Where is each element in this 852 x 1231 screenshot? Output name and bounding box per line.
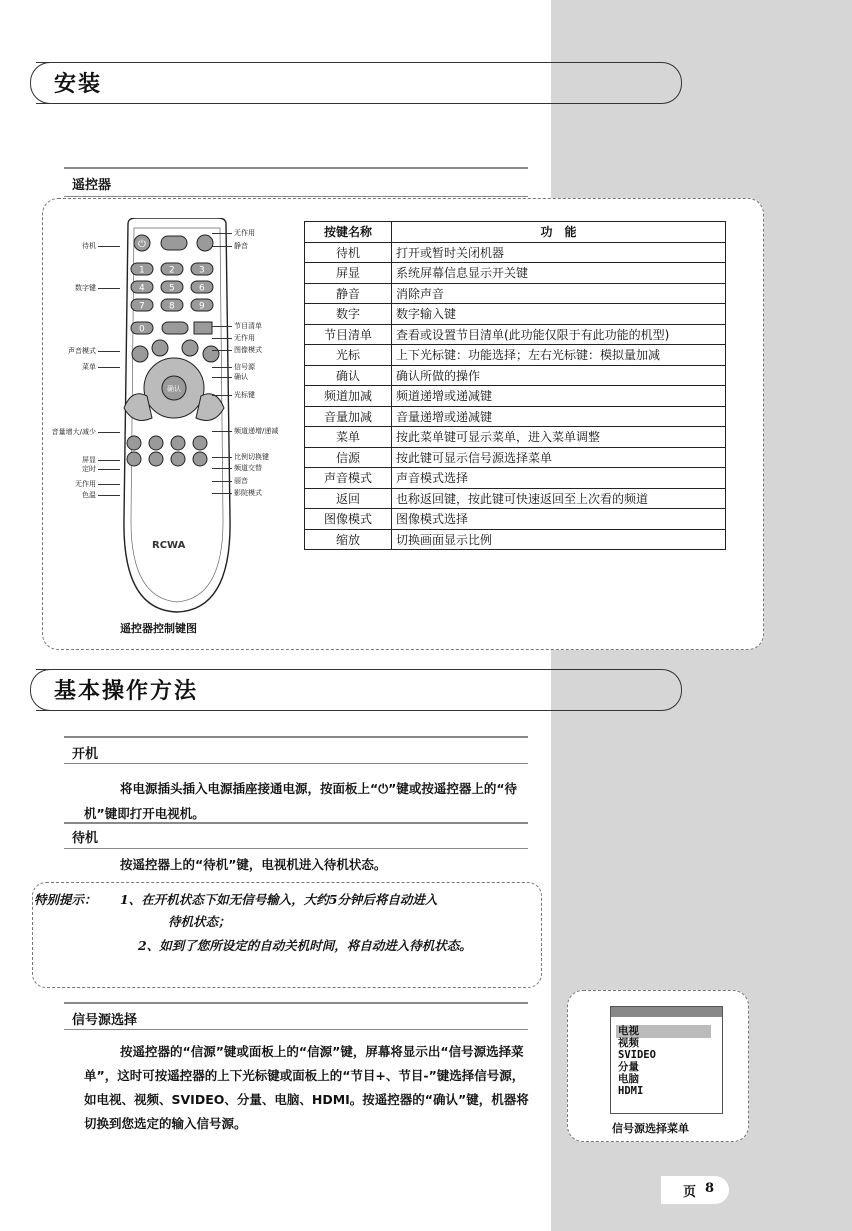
leader-line <box>212 326 232 327</box>
key-name-cell: 菜单 <box>305 427 392 448</box>
leader-line <box>212 338 232 339</box>
remote-label: 屏显 <box>82 456 96 464</box>
menu-item[interactable]: SVIDEO <box>618 1049 656 1061</box>
table-row <box>305 468 726 489</box>
digit-label: 3 <box>199 265 205 276</box>
digit-label: 4 <box>139 283 145 294</box>
subheading-text: 信号源选择 <box>72 1013 138 1028</box>
note-label: 特别提示： <box>34 892 97 907</box>
remote-label: 确认 <box>234 373 248 381</box>
leader-line <box>98 351 120 352</box>
function-button[interactable] <box>193 452 207 466</box>
source-text: 按遥控器的“信源”键或面板上的“信源”键，屏幕将显示出“信号源选择菜单”，这时可按遥控器的上下光标键或面板上的“节目+、节目-”键选择信号源，如电视、视频、SVIDEO、分量、电脑、HDMI。按遥控器的“确认”键，机器将切换到您选定的输入信号源。 <box>84 1044 529 1131</box>
digit-label: 7 <box>139 301 145 312</box>
key-function-cell: 查看或设置节目清单(此功能仅限于有此功能的机型) <box>392 324 726 345</box>
remote-caption: 遥控器控制键图 <box>120 622 197 635</box>
source-button[interactable] <box>203 346 219 362</box>
remote-subheading <box>64 167 528 197</box>
remote-label: 信号源 <box>234 363 255 371</box>
source-menu <box>610 1006 723 1114</box>
remote-label: 色温 <box>82 491 96 499</box>
key-function-cell: 频道递增或递减键 <box>392 386 726 407</box>
function-button[interactable] <box>127 436 141 450</box>
sound-mode-button[interactable] <box>152 340 168 356</box>
function-button[interactable] <box>171 452 185 466</box>
key-function-cell: 确认所做的操作 <box>392 365 726 386</box>
remote-label: 数字键 <box>75 284 96 292</box>
function-button[interactable] <box>149 452 163 466</box>
leader-line <box>98 484 120 485</box>
leader-line <box>212 457 232 458</box>
key-function-cell: 声音模式选择 <box>392 468 726 489</box>
note-line-1b: 待机状态； <box>168 914 231 929</box>
standby-subheading <box>64 822 528 850</box>
key-name-cell: 光标 <box>305 345 392 366</box>
leader-line <box>98 246 120 247</box>
key-function-table <box>304 221 726 550</box>
key-name-cell: 声音模式 <box>305 468 392 489</box>
remote-drawing <box>112 218 242 614</box>
picture-mode-button[interactable] <box>182 340 198 356</box>
remote-label: 节目清单 <box>234 322 262 330</box>
section-title: 安装 <box>54 71 103 97</box>
key-function-cell: 数字输入键 <box>392 304 726 325</box>
table-row <box>305 345 726 366</box>
table-row <box>305 324 726 345</box>
key-function-cell: 音量递增或递减键 <box>392 406 726 427</box>
key-function-cell: 切换画面显示比例 <box>392 529 726 550</box>
table-row <box>305 263 726 284</box>
key-name-cell: 图像模式 <box>305 509 392 530</box>
key-function-cell: 打开或暂时关闭机器 <box>392 242 726 263</box>
blank-button[interactable] <box>162 322 188 334</box>
poweron-subheading <box>64 736 528 764</box>
leader-line <box>212 377 232 378</box>
key-name-cell: 节目清单 <box>305 324 392 345</box>
key-name-cell: 信源 <box>305 447 392 468</box>
leader-line <box>212 468 232 469</box>
digit-label: 1 <box>139 265 145 276</box>
remote-label: 菜单 <box>82 363 96 371</box>
table-row <box>305 242 726 263</box>
key-function-cell: 按此键可显示信号源选择菜单 <box>392 447 726 468</box>
table-row <box>305 529 726 550</box>
table-row <box>305 283 726 304</box>
function-button[interactable] <box>149 436 163 450</box>
key-name-cell: 待机 <box>305 242 392 263</box>
leader-line <box>98 460 120 461</box>
key-name-cell: 频道加减 <box>305 386 392 407</box>
leader-line <box>98 367 120 368</box>
mute-button[interactable] <box>197 235 213 251</box>
poweron-text: 将电源插头插入电源插座接通电源，按面板上“⏻”键或按遥控器上的“待机”键即打开电视机。 <box>84 781 518 821</box>
leader-line <box>212 395 232 396</box>
table-row <box>305 427 726 448</box>
key-name-cell: 音量加减 <box>305 406 392 427</box>
leader-line <box>98 495 120 496</box>
key-function-cell: 图像模式选择 <box>392 509 726 530</box>
table-row <box>305 509 726 530</box>
function-button[interactable] <box>171 436 185 450</box>
remote-label: 频道交替 <box>234 464 262 472</box>
leader-line <box>98 432 120 433</box>
section-header-basic-operation <box>36 669 682 711</box>
table-row <box>305 488 726 509</box>
subheading-text: 开机 <box>72 747 99 762</box>
leader-line <box>212 367 232 368</box>
function-button[interactable] <box>193 436 207 450</box>
remote-label: 无作用 <box>75 480 96 488</box>
table-row <box>305 386 726 407</box>
power-icon: ⏻ <box>138 239 146 250</box>
remote-label: 影院模式 <box>234 489 262 497</box>
table-row <box>305 406 726 427</box>
source-subheading <box>64 1002 528 1030</box>
subheading-text: 遥控器 <box>72 178 112 193</box>
page-number: 8 <box>705 1181 715 1196</box>
remote-label: 定时 <box>82 465 96 473</box>
remote-label: 光标键 <box>234 391 255 399</box>
table-row <box>305 304 726 325</box>
function-button[interactable] <box>127 452 141 466</box>
key-function-cell: 消除声音 <box>392 283 726 304</box>
key-name-cell: 返回 <box>305 488 392 509</box>
menu-item[interactable]: HDMI <box>618 1085 644 1097</box>
digit-label: 6 <box>199 283 205 294</box>
source-menu-caption: 信号源选择菜单 <box>612 1122 689 1135</box>
menu-item[interactable]: 电脑 <box>618 1073 639 1085</box>
table-header-function: 功 能 <box>392 222 726 243</box>
remote-label: 频道递增/递减 <box>234 427 279 435</box>
note-line-1: 1、在开机状态下如无信号输入，大约5分钟后将自动进入 <box>120 892 438 907</box>
remote-label: 无作用 <box>234 229 255 237</box>
page-label: 页 <box>683 1185 697 1200</box>
key-name-cell: 屏显 <box>305 263 392 284</box>
key-function-cell: 也称返回键，按此键可快速返回至上次看的频道 <box>392 488 726 509</box>
leader-line <box>98 288 120 289</box>
remote-label: 音量增大/减少 <box>51 428 96 436</box>
remote-label: 丽音 <box>234 477 248 485</box>
section-title: 基本操作方法 <box>54 678 199 704</box>
remote-label: 声音模式 <box>68 347 96 355</box>
remote-label: 比例切换键 <box>234 453 269 461</box>
leader-line <box>212 350 232 351</box>
note-line-2: 2、如到了您所设定的自动关机时间，将自动进入待机状态。 <box>138 938 472 953</box>
digit-label: 5 <box>169 283 175 294</box>
key-name-cell: 数字 <box>305 304 392 325</box>
key-name-cell: 缩放 <box>305 529 392 550</box>
section-header-install <box>36 62 682 104</box>
menu-item[interactable]: 分量 <box>618 1061 639 1073</box>
display-button[interactable] <box>161 236 187 250</box>
leader-line <box>212 246 232 247</box>
leader-line <box>212 233 232 234</box>
menu-title-bar <box>611 1007 722 1017</box>
menu-item[interactable]: 电视 <box>618 1025 639 1037</box>
digit-label: 0 <box>139 324 145 335</box>
remote-label: 无作用 <box>234 334 255 342</box>
menu-item[interactable]: 视频 <box>618 1037 639 1049</box>
table-header-row <box>305 222 726 243</box>
program-list-button[interactable] <box>194 322 212 334</box>
remote-logo: RCWA <box>152 540 186 551</box>
remote-label: 待机 <box>82 242 96 250</box>
menu-button[interactable] <box>132 346 148 362</box>
table-row <box>305 365 726 386</box>
digit-label: 8 <box>169 301 175 312</box>
subheading-text: 待机 <box>72 831 99 846</box>
key-name-cell: 静音 <box>305 283 392 304</box>
key-name-cell: 确认 <box>305 365 392 386</box>
digit-label: 9 <box>199 301 205 312</box>
leader-line <box>212 431 232 432</box>
key-function-cell: 按此菜单键可显示菜单，进入菜单调整 <box>392 427 726 448</box>
remote-label: 图像模式 <box>234 346 262 354</box>
leader-line <box>98 469 120 470</box>
key-function-cell: 上下光标键：功能选择；左右光标键：模拟量加减 <box>392 345 726 366</box>
ok-label: 确认 <box>167 385 181 393</box>
table-header-key: 按键名称 <box>305 222 392 243</box>
leader-line <box>212 481 232 482</box>
leader-line <box>212 493 232 494</box>
remote-label: 静音 <box>234 242 248 250</box>
standby-text: 按遥控器上的“待机”键，电视机进入待机状态。 <box>120 857 387 872</box>
page-number-badge <box>661 1176 729 1204</box>
table-row <box>305 447 726 468</box>
key-function-cell: 系统屏幕信息显示开关键 <box>392 263 726 284</box>
digit-label: 2 <box>169 265 175 276</box>
